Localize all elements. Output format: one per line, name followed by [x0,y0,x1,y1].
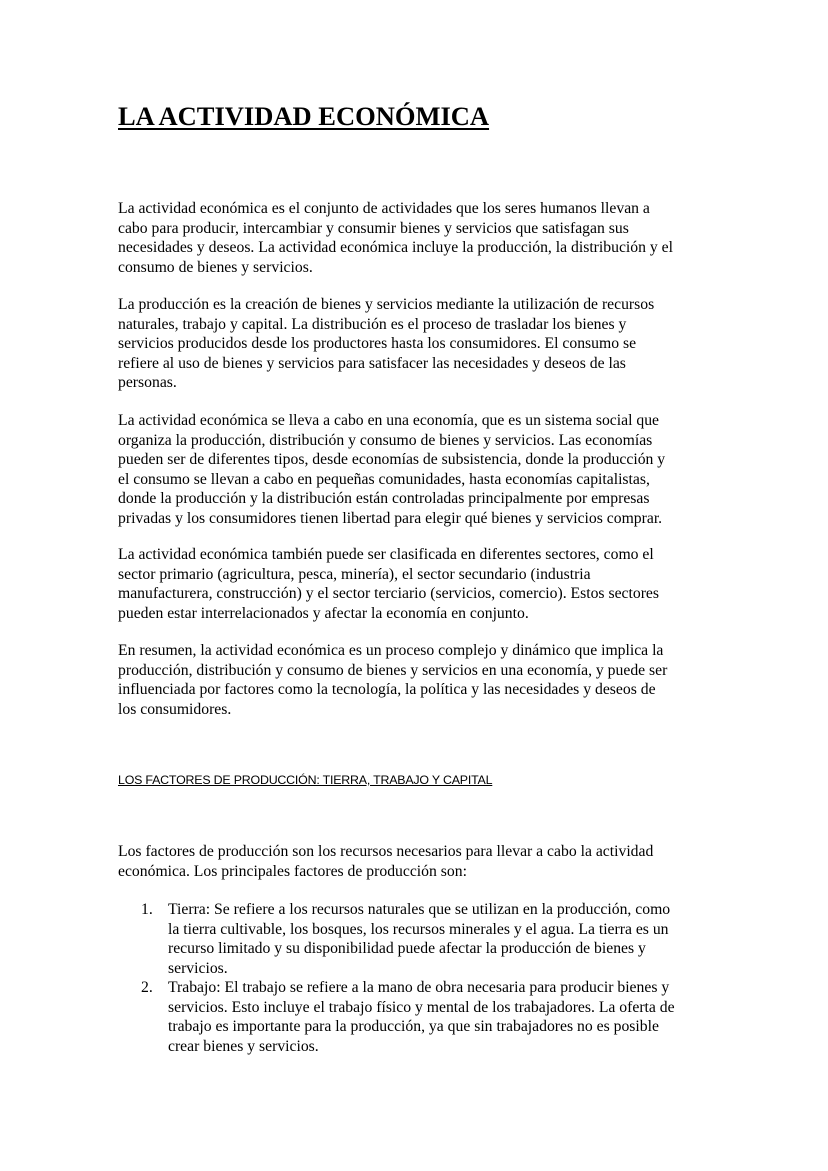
text-line: personas. [118,374,177,391]
paragraph-intro [118,199,718,277]
text-line: pueden ser de diferentes tipos, desde economías de subsistencia, donde la producción y [118,451,666,468]
factors-list [118,900,675,1056]
text-line: La actividad económica se lleva a cabo en una economía, que es un sistema social que [118,412,660,429]
text-line: económica. Los principales factores de producción son: [118,862,467,880]
text-line: organiza la producción, distribución y consumo de bienes y servicios. Las economías [118,431,653,449]
text-line: servicios producidos desde los productores hasta los consumidores. El consumo se [118,335,637,352]
text-line: donde la producción y la distribución están controladas principalmente por empresas [118,490,650,507]
paragraph-sectors [118,545,718,623]
text-line: servicios. [168,959,228,977]
text-line: privadas y los consumidores tienen libertad para elegir qué bienes y servicios comprar. [118,509,663,527]
text-line: trabajo es importante para la producción, ya que sin trabajadores no es posible [168,1018,659,1035]
text-line: servicios. Esto incluye el trabajo físico y mental de los trabajadores. La oferta de [168,998,675,1016]
paragraph-summary [118,641,718,719]
text-line: recurso limitado y su disponibilidad puede afectar la producción de bienes y [168,940,646,957]
paragraph-factors-intro [118,842,718,881]
text-line: En resumen, la actividad económica es un proceso complejo y dinámico que implica la [118,642,664,659]
text-line: La producción es la creación de bienes y servicios mediante la utilización de recursos [118,296,655,313]
text-line: cabo para producir, intercambiar y consumir bienes y servicios que satisfagan sus [118,219,629,237]
text-line: naturales, trabajo y capital. La distribución es el proceso de trasladar los bienes y [118,315,627,333]
text-line: influenciada por factores como la tecnología, la política y las necesidades y deseos de [118,681,656,698]
document-title: LA ACTIVIDAD ECONÓMICA [118,101,490,131]
list-item-tierra [118,900,675,978]
list-item-number: 2. [141,979,153,996]
text-line: refiere al uso de bienes y servicios para satisfacer las necesidades y deseos de las [118,354,626,372]
paragraph-production [118,295,718,393]
text-line: pueden estar interrelacionados y afectar la economía en conjunto. [118,604,529,622]
text-line: sector primario (agricultura, pesca, minería), el sector secundario (industria [118,565,591,583]
text-line: manufacturera, construcción) y el sector terciario (servicios, comercio). Estos sectores [118,585,659,602]
text-line: Tierra: Se refiere a los recursos naturales que se utilizan en la producción, como [168,901,671,918]
text-line: necesidades y deseos. La actividad económica incluye la producción, la distribución y el [118,239,673,256]
list-item-trabajo [118,978,675,1056]
text-line: el consumo se llevan a cabo en pequeñas comunidades, hasta economías capitalistas, [118,470,650,488]
text-line: producción, distribución y consumo de bienes y servicios en una economía, y puede ser [118,661,668,679]
text-line: crear bienes y servicios. [168,1037,319,1055]
text-line: la tierra cultivable, los bosques, los recursos minerales y el agua. La tierra es un [168,920,669,938]
text-line: consumo de bienes y servicios. [118,258,313,276]
text-line: los consumidores. [118,700,232,718]
paragraph-economy [118,411,718,528]
text-line: La actividad económica también puede ser clasificada en diferentes sectores, como el [118,546,654,563]
list-item-number: 1. [141,901,153,918]
section-heading: LOS FACTORES DE PRODUCCIÓN: TIERRA, TRABAJO Y CAPITAL [118,773,493,787]
text-line: Los factores de producción son los recursos necesarios para llevar a cabo la actividad [118,843,654,860]
text-line: La actividad económica es el conjunto de actividades que los seres humanos llevan a [118,200,650,217]
text-line: Trabajo: El trabajo se refiere a la mano de obra necesaria para producir bienes y [168,979,670,996]
